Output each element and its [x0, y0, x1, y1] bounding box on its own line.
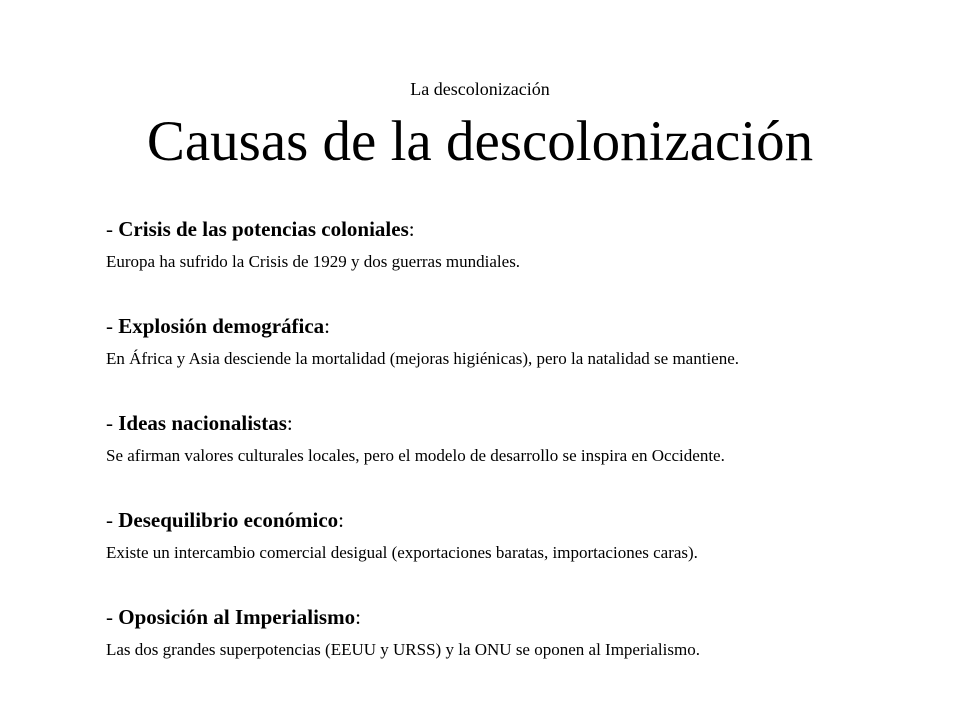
cause-dash: - [106, 314, 119, 338]
cause-name: Oposición al Imperialismo [118, 605, 356, 629]
cause-heading [106, 507, 946, 533]
cause-name: Desequilibrio económico [118, 508, 339, 532]
cause-item-nacionalismo [106, 410, 946, 507]
cause-description: Las dos grandes superpotencias (EEUU y URSS) y la ONU se oponen al Imperialismo. [106, 640, 700, 659]
cause-description: En África y Asia desciende la mortalidad (mejoras higiénicas), pero la natalidad se mantiene. [106, 349, 740, 368]
cause-colon: : [355, 605, 361, 629]
cause-heading [106, 313, 946, 339]
cause-colon: : [408, 217, 415, 241]
cause-dash: - [106, 217, 119, 241]
cause-dash: - [106, 605, 119, 629]
cause-colon: : [324, 314, 331, 338]
cause-item-demografia [106, 313, 946, 410]
causes-list [106, 216, 946, 701]
cause-name: Explosión demográfica [118, 314, 325, 338]
slide-subtitle: La descolonización [410, 79, 550, 99]
cause-item-crisis [106, 216, 946, 313]
slide-title: Causas de la descolonización [146, 110, 814, 173]
cause-heading [106, 216, 946, 242]
cause-item-desequilibrio [106, 507, 946, 604]
cause-name: Crisis de las potencias coloniales [118, 217, 409, 241]
cause-dash: - [106, 411, 119, 435]
cause-dash: - [106, 508, 119, 532]
cause-description: Europa ha sufrido la Crisis de 1929 y dos guerras mundiales. [106, 252, 521, 271]
cause-colon: : [286, 411, 293, 435]
cause-heading [106, 410, 946, 436]
cause-description: Existe un intercambio comercial desigual (exportaciones baratas, importaciones caras). [106, 543, 698, 562]
cause-colon: : [338, 508, 344, 532]
cause-item-imperialismo [106, 604, 946, 701]
cause-description: Se afirman valores culturales locales, pero el modelo de desarrollo se inspira en Occidente. [106, 446, 725, 465]
cause-heading [106, 604, 946, 630]
cause-name: Ideas nacionalistas [118, 411, 287, 435]
